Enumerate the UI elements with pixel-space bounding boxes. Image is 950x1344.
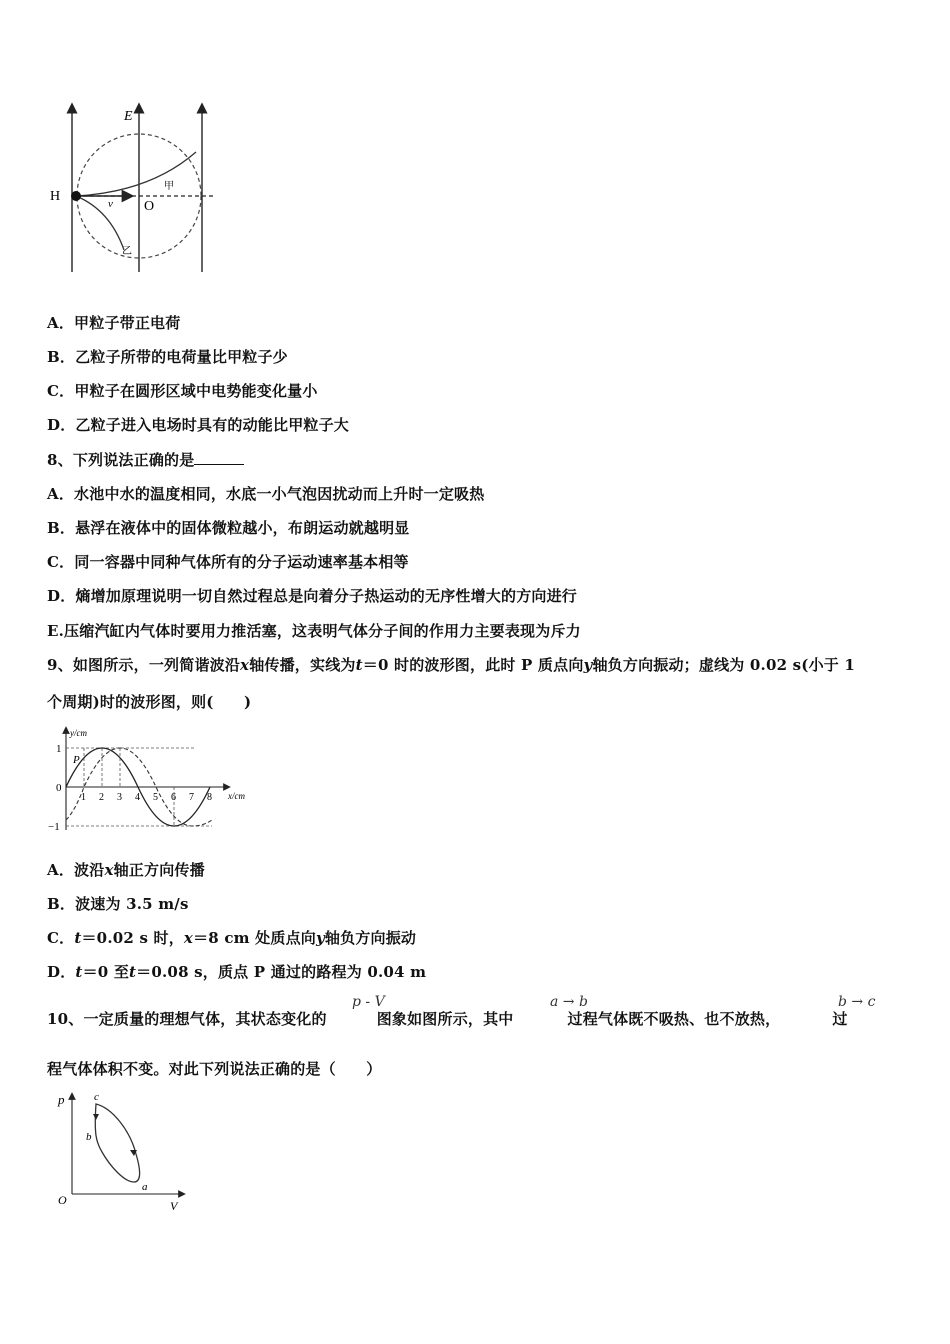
q9-stem-part: ＝0 时的波形图，此时 P 质点向 (362, 656, 584, 674)
q9-stem-part: 9、如图所示，一列简谐波沿 (47, 656, 241, 674)
x-tick: 8 (207, 792, 212, 803)
label-O: O (144, 199, 155, 214)
label-H: H (50, 189, 61, 204)
origin-label: O (58, 1193, 67, 1207)
q9-option-d (47, 961, 426, 982)
q7-option-d: D．乙粒子进入电场时具有的动能比甲粒子大 (47, 416, 350, 434)
q9-c-part: C． (47, 929, 75, 947)
q9-var-y: y (583, 656, 593, 674)
q9-option-b: B．波速为 3.5 m/s (47, 895, 189, 913)
label-v: v (108, 198, 113, 210)
q10-stem-part: 过程气体既不吸热、也不放热， (567, 1010, 781, 1028)
q9-option-a (47, 859, 205, 880)
pv-graph-figure (50, 1090, 190, 1216)
q10-stem-part: 图象如图所示，其中 (376, 1010, 514, 1028)
p-axis-label: p (58, 1092, 65, 1107)
x-axis-label: x/cm (228, 791, 245, 801)
q9-c-part: ＝8 cm 处质点向 (193, 929, 316, 947)
q9-c-var-t: t (74, 929, 82, 947)
q9-stem-line1 (47, 654, 855, 675)
x-tick: 6 (171, 792, 176, 803)
v-axis-label: V (170, 1199, 178, 1213)
x-tick: 2 (99, 792, 104, 803)
y-tick-0: 0 (56, 782, 62, 794)
state-c-label: c (94, 1091, 99, 1103)
x-tick: 5 (153, 792, 158, 803)
q8-option-e: E.压缩汽缸内气体时要用力推活塞，这表明气体分子间的作用力主要表现为斥力 (47, 622, 581, 640)
q9-c-part: 轴负方向振动 (324, 929, 417, 947)
state-b-label: b (86, 1131, 92, 1143)
label-E: E (124, 109, 133, 124)
q7-option-a: A．甲粒子带正电荷 (47, 314, 181, 332)
q9-c-part: ＝0.02 s 时， (81, 929, 184, 947)
q10-stem-line2: 程气体体积不变。对此下列说法正确的是（ ） (47, 1060, 382, 1078)
q8-option-c: C．同一容器中同种气体所有的分子运动速率基本相等 (47, 553, 409, 571)
cycle-curve (95, 1104, 139, 1182)
q9-var-x: x (240, 656, 250, 674)
x-tick: 7 (189, 792, 194, 803)
q9-d-part: D． (47, 963, 76, 981)
q9-stem-line2: 个周期)时的波形图，则( ) (47, 693, 252, 711)
q9-d-var-t: t (75, 963, 83, 981)
x-tick: 1 (81, 792, 86, 803)
q9-stem-part: 轴负方向振动；虚线为 0.02 s(小于 1 (592, 656, 856, 674)
q9-d-var-t: t (129, 963, 137, 981)
state-a-label: a (142, 1181, 148, 1193)
pv-math: p - V (352, 994, 385, 1010)
x-tick: 3 (117, 792, 122, 803)
q8-stem (47, 449, 244, 470)
q9-c-var-x: x (183, 929, 194, 947)
answer-blank (194, 463, 244, 465)
a-to-b-math: a → b (550, 994, 588, 1010)
q10-stem-part: 10、一定质量的理想气体，其状态变化的 (47, 1010, 327, 1028)
field-circle-figure (40, 100, 220, 280)
q9-a-var-x: x (104, 861, 114, 879)
label-jia: 甲 (164, 181, 174, 192)
q8-option-a: A．水池中水的温度相同，水底一小气泡因扰动而上升时一定吸热 (47, 485, 485, 503)
q9-var-t: t (355, 656, 363, 674)
q9-option-c (47, 927, 416, 948)
x-tick: 4 (135, 792, 140, 803)
q9-a-part: A．波沿 (47, 861, 105, 879)
wave-graph-figure (44, 724, 264, 836)
q9-c-var-y: y (315, 929, 325, 947)
q9-a-part: 轴正方向传播 (113, 861, 205, 879)
q7-option-b: B．乙粒子所带的电荷量比甲粒子少 (47, 348, 288, 366)
q8-option-d: D．熵增加原理说明一切自然过程总是向着分子热运动的无序性增大的方向进行 (47, 587, 578, 605)
y-tick-1: 1 (56, 743, 62, 755)
q8-stem-text: 8、下列说法正确的是 (47, 451, 195, 469)
q7-option-c: C．甲粒子在圆形区域中电势能变化量小 (47, 382, 318, 400)
q8-option-b: B．悬浮在液体中的固体微粒越小，布朗运动就越明显 (47, 519, 410, 537)
y-tick-neg1: −1 (48, 821, 60, 833)
q9-stem-part: 轴传播，实线为 (249, 656, 356, 674)
label-yi: 乙 (122, 246, 132, 257)
q9-d-part: ＝0 至 (82, 963, 130, 981)
b-to-c-math: b → c (838, 994, 876, 1010)
q10-stem-line1 (47, 1008, 848, 1029)
y-axis-label: y/cm (70, 728, 87, 738)
point-p-label: P (73, 754, 80, 766)
q10-stem-part: 过 (832, 1010, 848, 1028)
q9-d-part: ＝0.08 s，质点 P 通过的路程为 0.04 m (136, 963, 427, 981)
